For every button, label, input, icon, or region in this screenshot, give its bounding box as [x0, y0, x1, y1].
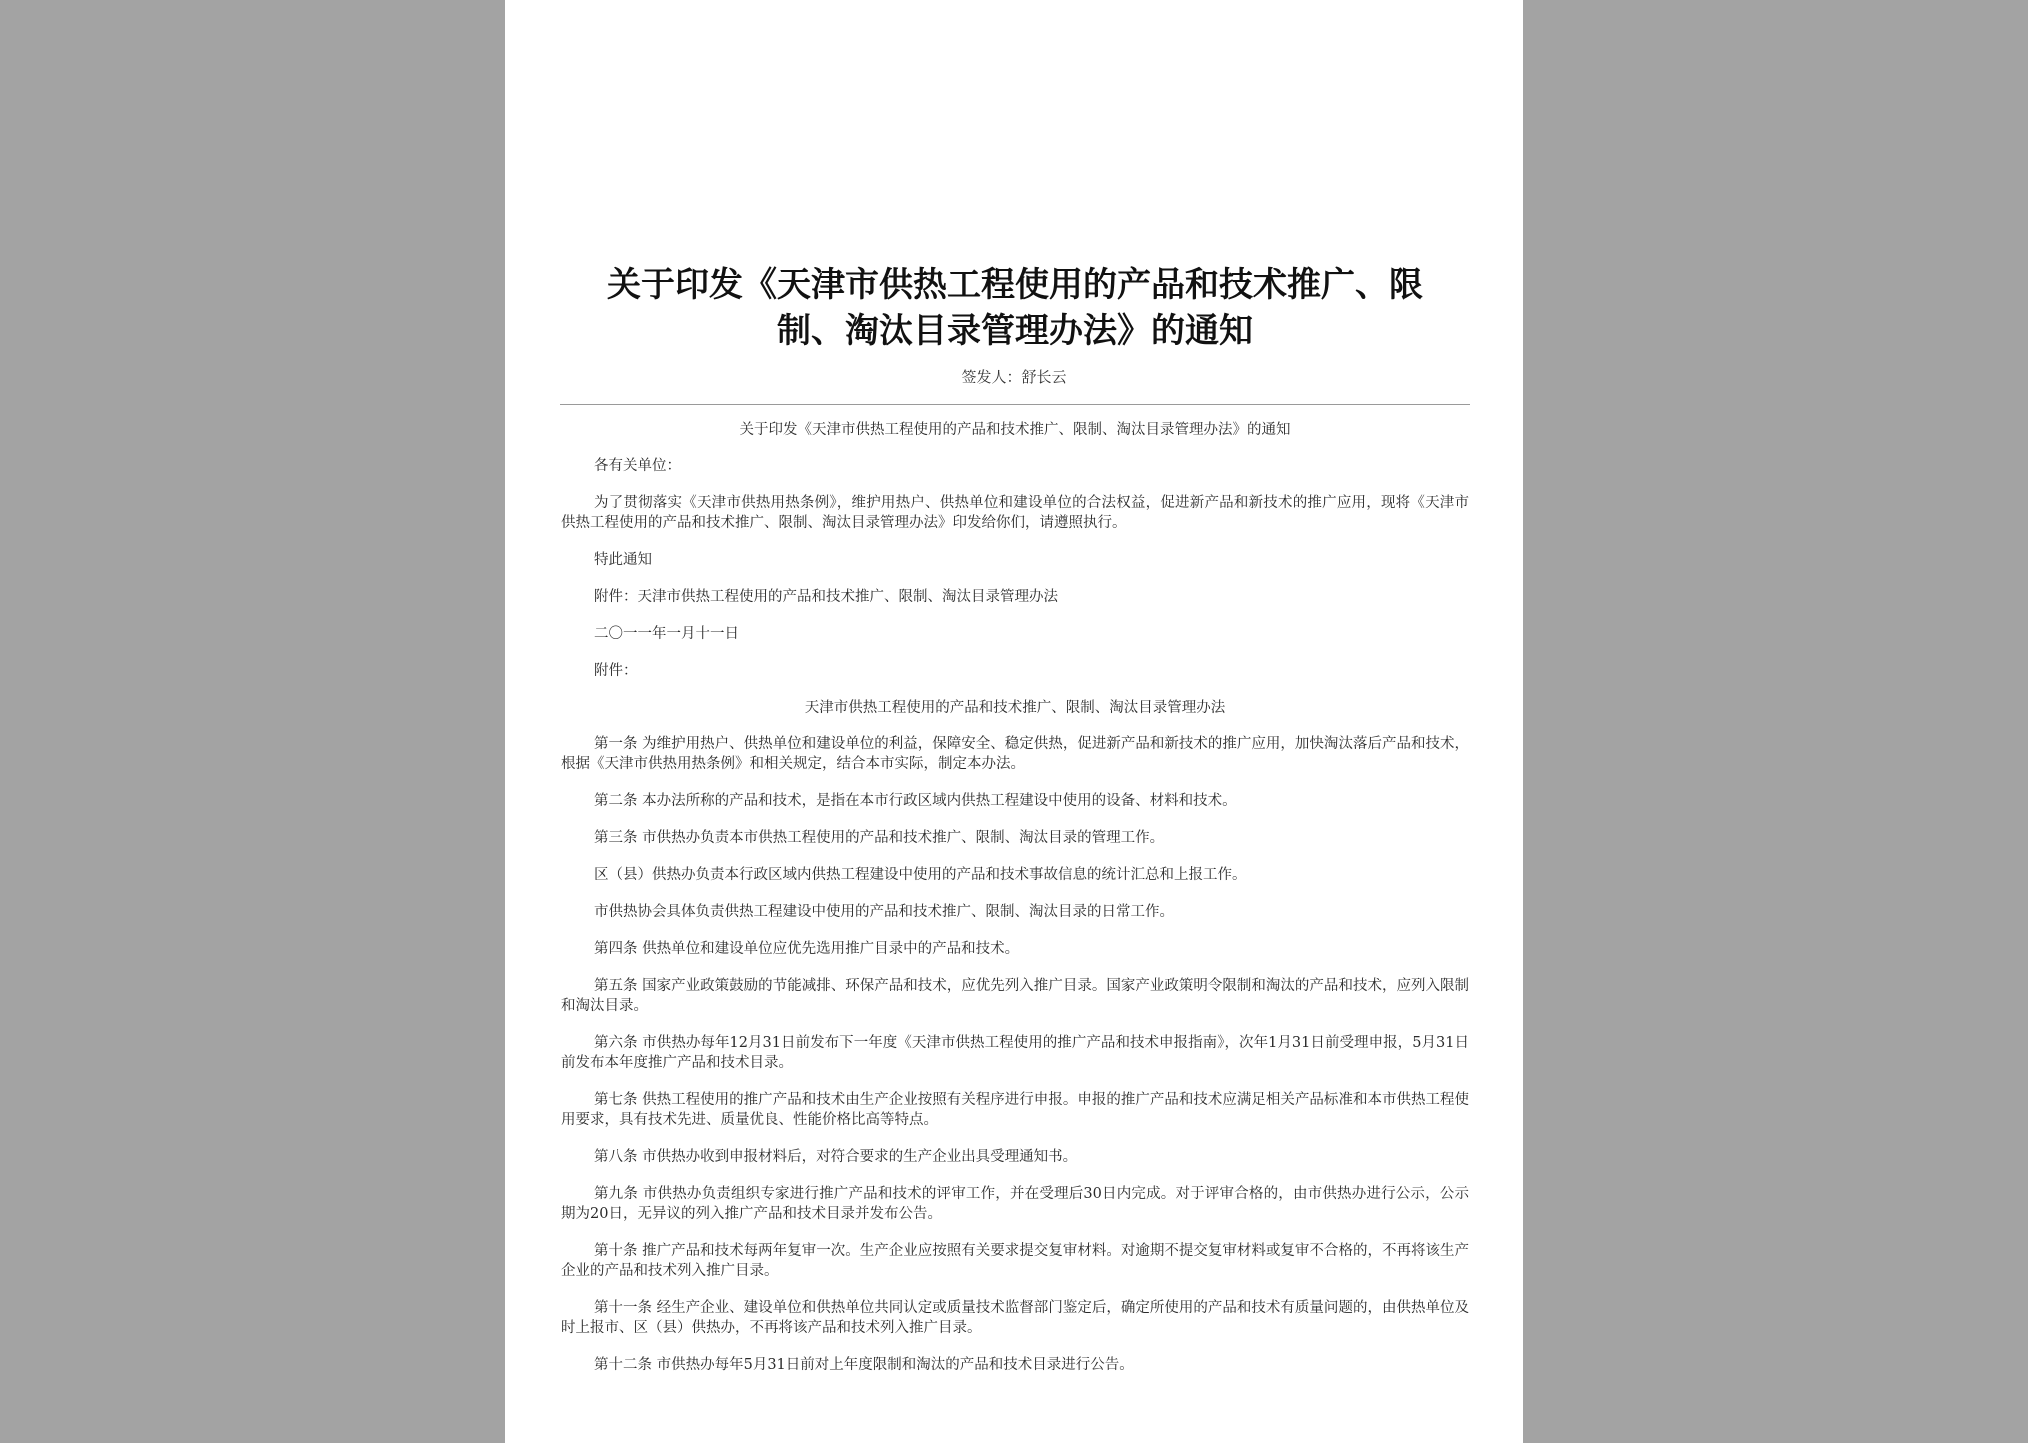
closing-line: 特此通知 [594, 552, 652, 568]
attachment-note: 附件：天津市供热工程使用的产品和技术推广、限制、淘汰目录管理办法 [594, 589, 1058, 605]
intro-paragraph: 为了贯彻落实《天津市供热用热条例》，维护用热户、供热单位和建设单位的合法权益，促进新产品和新技术的推广应用，现将《天津市供热工程使用的产品和技术推广、限制、淘汰目录管理办法》印发给你们，请遵照执行。 [561, 495, 1469, 531]
article-paragraph: 市供热协会具体负责供热工程建设中使用的产品和技术推广、限制、淘汰目录的日常工作。 [594, 904, 1174, 920]
document-title-line-2: 制、淘汰目录管理办法》的通知 [777, 311, 1253, 351]
article-paragraph: 第六条 市供热办每年12月31日前发布下一年度《天津市供热工程使用的推广产品和技术申报指南》，次年1月31日前受理申报，5月31日前发布本年度推广产品和技术目录。 [561, 1035, 1469, 1071]
document-title-line-1: 关于印发《天津市供热工程使用的产品和技术推广、限 [607, 265, 1423, 305]
article-paragraph: 第一条 为维护用热户、供热单位和建设单位的利益，保障安全、稳定供热，促进新产品和新技术的推广应用，加快淘汰落后产品和技术，根据《天津市供热用热条例》和相关规定，结合本市实际，制定本办法。 [561, 736, 1469, 772]
signer-line: 签发人：舒长云 [961, 368, 1067, 386]
document-title [565, 262, 1465, 354]
article-paragraph: 第二条 本办法所称的产品和技术，是指在本市行政区域内供热工程建设中使用的设备、材料和技术。 [594, 793, 1237, 809]
article-paragraph: 第十二条 市供热办每年5月31日前对上年度限制和淘汰的产品和技术目录进行公告。 [594, 1357, 1134, 1373]
article-paragraph: 第五条 国家产业政策鼓励的节能减排、环保产品和技术，应优先列入推广目录。国家产业政策明令限制和淘汰的产品和技术，应列入限制和淘汰目录。 [561, 978, 1469, 1014]
article-paragraph: 第八条 市供热办收到申报材料后，对符合要求的生产企业出具受理通知书。 [594, 1149, 1078, 1165]
salutation: 各有关单位： [594, 458, 681, 474]
document-page [505, 0, 1523, 1443]
document-body [561, 420, 1469, 1392]
article-paragraph: 区（县）供热办负责本行政区域内供热工程建设中使用的产品和技术事故信息的统计汇总和上报工作。 [594, 867, 1247, 883]
article-paragraph: 第七条 供热工程使用的推广产品和技术由生产企业按照有关程序进行申报。申报的推广产品和技术应满足相关产品标准和本市供热工程使用要求，具有技术先进、质量优良、性能价格比高等特点。 [561, 1092, 1469, 1128]
law-title: 天津市供热工程使用的产品和技术推广、限制、淘汰目录管理办法 [804, 700, 1226, 716]
article-paragraph: 第十条 推广产品和技术每两年复审一次。生产企业应按照有关要求提交复审材料。对逾期不提交复审材料或复审不合格的，不再将该生产企业的产品和技术列入推广目录。 [561, 1243, 1469, 1279]
article-paragraph: 第四条 供热单位和建设单位应优先选用推广目录中的产品和技术。 [594, 941, 1020, 957]
article-paragraph: 第十一条 经生产企业、建设单位和供热单位共同认定或质量技术监督部门鉴定后，确定所使用的产品和技术有质量问题的，由供热单位及时上报市、区（县）供热办，不再将该产品和技术列入推广目录。 [561, 1300, 1469, 1336]
notice-title: 关于印发《天津市供热工程使用的产品和技术推广、限制、淘汰目录管理办法》的通知 [739, 422, 1291, 438]
issue-date: 二〇一一年一月十一日 [594, 626, 739, 642]
header-divider [560, 404, 1470, 405]
article-paragraph: 第九条 市供热办负责组织专家进行推广产品和技术的评审工作，并在受理后30日内完成。对于评审合格的，由市供热办进行公示，公示期为20日，无异议的列入推广产品和技术目录并发布公告。 [561, 1186, 1469, 1222]
article-paragraph: 第三条 市供热办负责本市供热工程使用的产品和技术推广、限制、淘汰目录的管理工作。 [594, 830, 1165, 846]
attachment-label: 附件： [594, 663, 638, 679]
